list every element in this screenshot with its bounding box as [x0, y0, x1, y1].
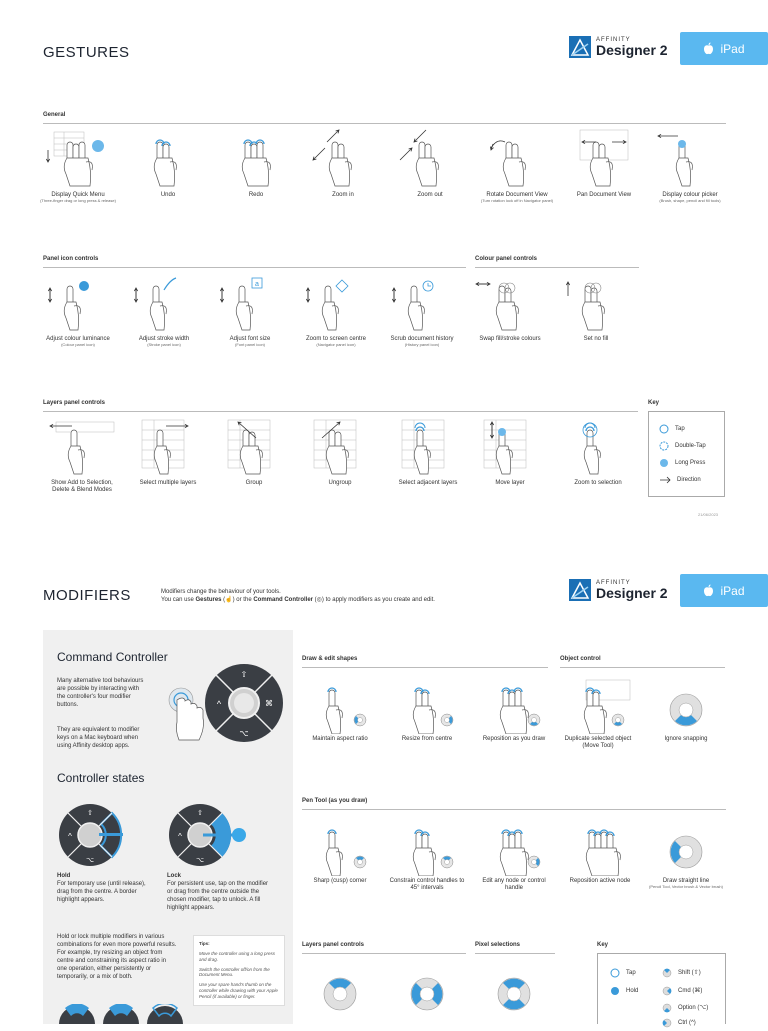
modifier-illustration-icon: [389, 676, 465, 734]
section-general: General: [43, 112, 66, 118]
section-pen-tool: Pen Tool (as you draw): [302, 798, 368, 804]
key-double-tap: [659, 437, 724, 454]
command-controller-panel: [43, 630, 293, 1024]
key-option: Option (⌥): [662, 999, 708, 1016]
modifier-item: [389, 676, 465, 743]
hold-icon: [610, 986, 620, 996]
gesture-illustration-icon: [40, 128, 116, 190]
gesture-item: [130, 128, 206, 199]
gesture-item: [305, 128, 381, 199]
long-press-icon: [659, 458, 669, 468]
modifiers-intro: [161, 588, 435, 605]
gesture-label: Scrub document history: [390, 336, 454, 342]
gesture-illustration-icon: [558, 272, 634, 334]
date-stamp: 21/06/2023: [698, 512, 719, 517]
key-cmd: Cmd (⌘): [662, 982, 702, 999]
gesture-item: [216, 416, 292, 487]
tap-icon: [610, 968, 620, 978]
gesture-label: Zoom to screen centre: [305, 336, 367, 342]
gesture-illustration-icon: [126, 272, 202, 334]
tap-icon: [659, 424, 669, 434]
modifier-controller-item: [476, 960, 552, 1022]
svg-text:⇧: ⇧: [197, 810, 203, 817]
gesture-label: Adjust stroke width: [138, 336, 190, 342]
gesture-item: [44, 416, 120, 494]
modifier-illustration-icon: [389, 818, 465, 876]
divider: [43, 411, 638, 412]
modifier-item: [302, 818, 378, 885]
gesture-item: [652, 128, 728, 203]
key-label: Direction: [677, 476, 701, 483]
key-direction: [659, 471, 724, 488]
section-modifier-key: Key: [597, 942, 609, 948]
brand-affinity: AFFINITY: [596, 37, 631, 43]
gesture-item: [392, 128, 468, 199]
modifier-illustration-icon: [476, 676, 552, 734]
divider: [475, 953, 555, 954]
gesture-label: Undo: [160, 192, 176, 198]
divider: [302, 809, 726, 810]
gesture-label: Redo: [248, 192, 264, 198]
svg-text:⌥: ⌥: [85, 857, 95, 864]
gesture-illustration-icon: [392, 128, 468, 190]
lock-drag-line: [203, 826, 247, 844]
modifier-label: Maintain aspect ratio: [312, 736, 368, 742]
hold-drag-line: [99, 833, 123, 836]
combo-controllers: [57, 1004, 207, 1024]
modifier-controller-item: [302, 960, 378, 1022]
gesture-label: Display Quick Menu: [51, 192, 105, 198]
modifier-item: [648, 676, 724, 743]
gesture-label: Zoom out: [417, 192, 443, 198]
key-label: Long Press: [675, 459, 706, 466]
gesture-illustration-icon: [216, 416, 292, 478]
tip-item: Move the controller using a long press and drag.: [199, 950, 276, 962]
divider: [43, 267, 466, 268]
modifier-item: [648, 818, 724, 889]
modifier-label: Duplicate selected object (Move Tool): [564, 736, 632, 749]
svg-text:^: ^: [68, 832, 72, 841]
gesture-illustration-icon: [472, 272, 548, 334]
section-key: Key: [648, 400, 660, 406]
divider: [302, 667, 548, 668]
gesture-illustration-icon: [40, 272, 116, 334]
controller-states-title: Controller states: [57, 771, 145, 785]
gesture-sublabel: (Brush, shape, pencil and fill tools): [659, 197, 721, 203]
modifier-item: [476, 818, 552, 892]
option-icon: ⌥: [239, 729, 249, 738]
modifier-controller-item: [389, 960, 465, 1022]
gesture-item: [390, 416, 466, 487]
gesture-item: [218, 128, 294, 199]
modifier-illustration-icon: [302, 818, 378, 876]
gesture-sublabel: (Turn rotation lock off in Navigator panel): [480, 197, 554, 203]
gesture-label: Move layer: [495, 480, 525, 486]
key-hold: Hold: [610, 982, 638, 999]
controller-icon: (◎): [314, 597, 324, 604]
gesture-item: [40, 128, 116, 203]
section-pixel-selections: Pixel selections: [475, 942, 521, 948]
shift-icon: ⇧: [240, 670, 248, 679]
divider: [475, 267, 639, 268]
gesture-illustration-icon: [479, 128, 555, 190]
gesture-item: [560, 416, 636, 487]
brand-logo: [569, 579, 668, 601]
gesture-item: [126, 272, 202, 347]
gesture-illustration-icon: [130, 416, 206, 478]
modifier-illustration-icon: [560, 676, 636, 734]
modifier-key-box: [597, 953, 726, 1024]
gesture-label: Display colour picker: [662, 192, 718, 198]
gesture-illustration-icon: [302, 416, 378, 478]
cmd-modifier-icon: [662, 986, 672, 996]
apple-icon: [703, 42, 714, 55]
gesture-label: Adjust colour luminance: [46, 336, 110, 342]
tip-item: Use your spare hand's thumb on the controller while drawing with your Apple Pencil (if available) or finger.: [199, 982, 278, 999]
section-layers-panel-controls: Layers panel controls: [43, 400, 106, 406]
gesture-label: Zoom in: [332, 192, 354, 198]
modifier-illustration-icon: [648, 676, 724, 734]
brand-logo: [569, 36, 668, 58]
modifier-illustration-icon: [648, 818, 724, 876]
gesture-sublabel: (Three-finger drag or long press & release): [40, 197, 116, 203]
section-colour-panel-controls: Colour panel controls: [475, 256, 538, 262]
affinity-designer-logo-icon: [569, 36, 591, 58]
modifier-label: Constrain control handles to 45° intervals: [389, 878, 465, 891]
gesture-item: [130, 416, 206, 487]
gesture-item: [298, 272, 374, 347]
gesture-illustration-icon: [130, 128, 206, 190]
modifier-controller-icon: [476, 960, 552, 1022]
divider: [43, 123, 726, 124]
gesture-illustration-icon: [44, 416, 120, 478]
brand-affinity: AFFINITY: [596, 580, 631, 586]
gesture-item: [302, 416, 378, 487]
cc-text-1: Many alternative tool behaviours are possible by interacting with the controller's four modifier buttons.: [57, 678, 144, 709]
lock-description: Lock For persistent use, tap on the modifier or drag from the centre outside the chosen modifier, tap to unlock. A fill highlight appears.: [167, 873, 269, 912]
svg-text:^: ^: [178, 832, 182, 841]
affinity-designer-logo-icon: [569, 579, 591, 601]
gesture-illustration-icon: [384, 272, 460, 334]
gesture-item: [558, 272, 634, 343]
gesture-item: [384, 272, 460, 347]
gesture-sublabel: (Colour panel icon): [61, 341, 95, 347]
section-object-control: Object control: [560, 656, 601, 662]
divider: [560, 667, 725, 668]
intro-line-1: Modifiers change the behaviour of your tools.: [161, 589, 281, 595]
modifier-item: [476, 676, 552, 743]
cc-text-2: They are equivalent to modifier keys on a Mac keyboard when using Affinity desktop apps.: [57, 727, 140, 750]
gesture-sublabel: (Stroke panel icon): [147, 341, 181, 347]
ipad-label: iPad: [720, 583, 745, 598]
brand-designer: Designer 2: [596, 42, 668, 58]
modifier-label: Draw straight line: [662, 878, 710, 884]
hand-icon: (☝): [223, 597, 235, 604]
gesture-illustration-icon: [566, 128, 642, 190]
gesture-label: Swap fill/stroke colours: [479, 336, 541, 342]
section-draw-edit-shapes: Draw & edit shapes: [302, 656, 358, 662]
section-layers-panel-modifiers: Layers panel controls: [302, 942, 365, 948]
apple-icon: [703, 584, 714, 597]
gesture-item: [479, 128, 555, 203]
modifier-label: Reposition as you draw: [482, 736, 546, 742]
gesture-label: Adjust font size: [229, 336, 271, 342]
tips-box: Tips: Move the controller using a long press and drag. Switch the controller off/on from the Document Menu. Use your spare hand's thumb on the controller while drawing with your Apple Pencil (if available) or finger.: [193, 935, 285, 1006]
ipad-badge: [680, 574, 768, 607]
ctrl-icon: ^: [216, 699, 222, 709]
gesture-item: [566, 128, 642, 199]
gesture-label: Pan Document View: [576, 192, 632, 198]
gesture-illustration-icon: [298, 272, 374, 334]
modifier-label: Ignore snapping: [664, 736, 708, 742]
command-controller-diagram: [203, 662, 285, 744]
modifier-controller-icon: [302, 960, 378, 1022]
modifier-item: [562, 818, 638, 885]
modifier-item: [389, 818, 465, 892]
intro-line-2: You can use Gestures (☝) or the Command Controller (◎) to apply modifiers as you create and edit.: [161, 597, 435, 604]
gesture-label: Show Add to Selection, Delete & Blend Modes: [51, 480, 113, 493]
modifier-controller-icon: [389, 960, 465, 1022]
gesture-illustration-icon: [652, 128, 728, 190]
modifier-label: Sharp (cusp) corner: [313, 878, 367, 884]
gesture-label: Rotate Document View: [486, 192, 548, 198]
gestures-title: GESTURES: [43, 44, 130, 61]
svg-text:⇧: ⇧: [87, 810, 93, 817]
modifier-illustration-icon: [562, 818, 638, 876]
gesture-label: Ungroup: [328, 480, 352, 486]
cc-title: Command Controller: [57, 650, 168, 664]
key-label: Double-Tap: [675, 442, 706, 449]
tip-item: Switch the controller off/on from the Document Menu.: [199, 966, 270, 978]
gesture-item: [472, 272, 548, 343]
key-label: Tap: [675, 425, 685, 432]
gesture-label: Group: [245, 480, 263, 486]
section-panel-icon-controls: Panel icon controls: [43, 256, 99, 262]
modifiers-title: MODIFIERS: [43, 587, 131, 604]
ctrl-modifier-icon: [662, 1018, 672, 1028]
key-tap: Tap: [610, 964, 636, 981]
gesture-item: [40, 272, 116, 347]
combo-description: Hold or lock multiple modifiers in various combinations for even more powerful results. For example, try resizing an object from centre and constraining its aspect ratio in one operation, either persistently or temporarily, or a mix of both.: [57, 934, 177, 981]
gesture-label: Select adjacent layers: [398, 480, 458, 486]
cmd-icon: ⌘: [265, 699, 273, 708]
modifier-item: [560, 676, 636, 750]
shift-modifier-icon: [662, 968, 672, 978]
gesture-illustration-icon: [560, 416, 636, 478]
gesture-sublabel: (History panel icon): [404, 341, 440, 347]
gesture-illustration-icon: [305, 128, 381, 190]
modifier-sublabel: (Pencil Tool, Vector brush & Vector brush): [649, 883, 723, 889]
key-shift: Shift (⇧): [662, 964, 701, 981]
gesture-illustration-icon: [472, 416, 548, 478]
key-box: [648, 411, 725, 497]
modifier-label: Resize from centre: [401, 736, 453, 742]
key-long-press: [659, 454, 724, 471]
gesture-sublabel: (Navigator panel icon): [316, 341, 356, 347]
svg-text:a: a: [255, 281, 259, 288]
ipad-badge: [680, 32, 768, 65]
gesture-illustration-icon: [218, 128, 294, 190]
direction-arrow-icon: [659, 475, 671, 485]
hold-description: Hold For temporary use (until release), drag from the centre. A border highlight appears.: [57, 873, 146, 904]
gesture-label: Zoom to selection: [574, 480, 622, 486]
divider: [302, 953, 466, 954]
brand-designer: Designer 2: [596, 585, 668, 601]
key-ctrl: Ctrl (^): [662, 1014, 696, 1031]
gesture-illustration-icon: [212, 272, 288, 334]
option-modifier-icon: [662, 1003, 672, 1013]
modifier-label: Edit any node or control handle: [482, 878, 546, 891]
gesture-label: Set no fill: [583, 336, 609, 342]
gesture-item: [212, 272, 288, 347]
modifier-item: [302, 676, 378, 743]
gesture-label: Select multiple layers: [139, 480, 197, 486]
gesture-illustration-icon: [390, 416, 466, 478]
modifier-illustration-icon: [302, 676, 378, 734]
gesture-item: [472, 416, 548, 487]
ipad-label: iPad: [720, 41, 745, 56]
gesture-sublabel: (Font panel icon): [234, 341, 265, 347]
svg-text:⌥: ⌥: [195, 857, 205, 864]
modifier-illustration-icon: [476, 818, 552, 876]
key-tap: [659, 420, 724, 437]
modifier-label: Reposition active node: [569, 878, 631, 884]
double-tap-icon: [659, 441, 669, 451]
